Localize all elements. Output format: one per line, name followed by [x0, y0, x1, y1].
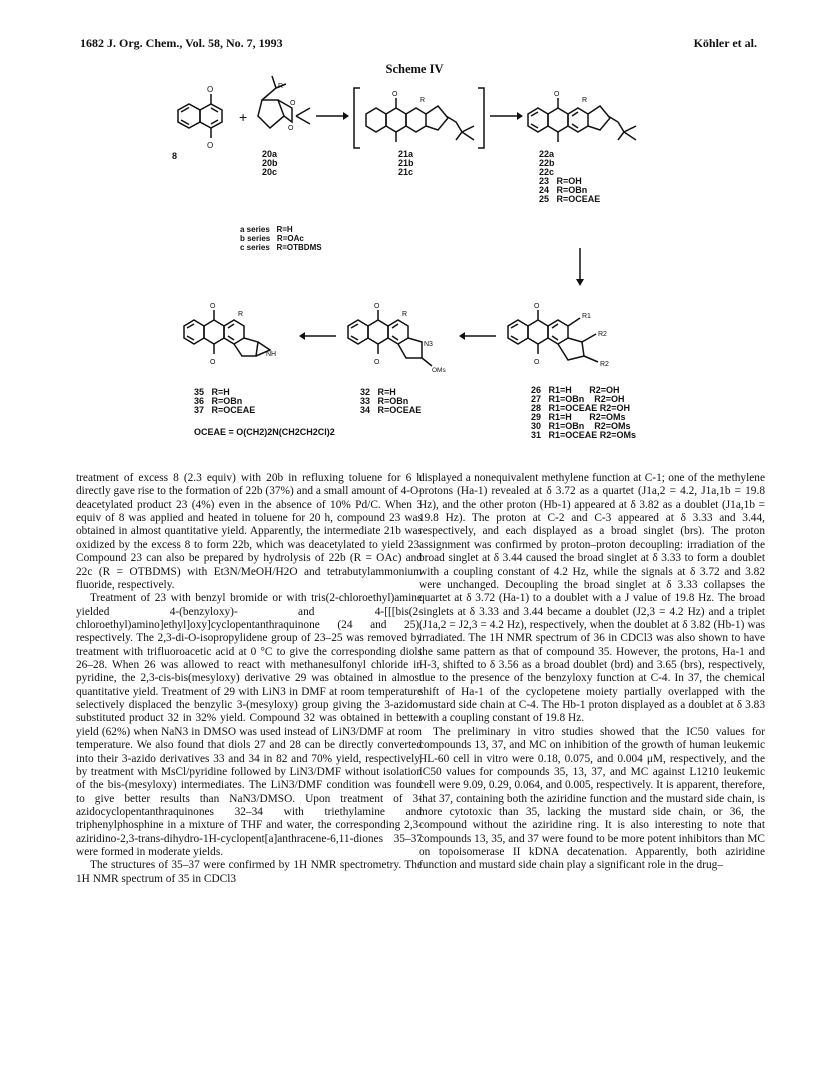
bracket-left	[354, 88, 360, 148]
paragraph: treatment of excess 8 (2.3 equiv) with 20b in refluxing toluene for 6 h directly gave rise to the formation of 22b (37%) and a small amount of 4-O-deacetylated product 23 (4%) even in the absence of 10% Pd/C. When 3 equiv of 8 was applied and heated in toluene for 20 h, compound 23 was obtained in almost quantitative yield. Apparently, the intermediate 21b was oxidized by the excess 8 to form 22b, which was deacetylated to yield 23. Compound 23 can also be prepared by hydrolysis of 22b (R = OAc) and 22c (R = OTBDMS) with Et3N/MeOH/H2O and tetrabutylammonium fluoride, respectively.	[76, 472, 422, 591]
compound-labels-21: 21a 21b 21c	[398, 149, 414, 177]
compound-labels-20: 20a 20b 20c	[262, 149, 278, 177]
series-legend: a series R=H b series R=OAc c series R=OTBDMS	[240, 225, 322, 252]
structure-35-37	[184, 303, 276, 366]
svg-text:R: R	[278, 83, 284, 90]
oxygen-label: O	[207, 141, 214, 150]
compound-labels-35-37: 35 R=H 36 R=OBn 37 R=OCEAE	[194, 387, 256, 415]
svg-text:O: O	[392, 91, 398, 98]
structure-8	[178, 85, 222, 150]
reaction-scheme	[160, 70, 800, 460]
svg-text:O: O	[374, 359, 380, 366]
structure-26-31	[508, 303, 609, 368]
compound-labels-32-34: 32 R=H 33 R=OBn 34 R=OCEAE	[360, 387, 422, 415]
svg-text:R: R	[582, 97, 588, 104]
structure-32-34	[348, 303, 446, 374]
paragraph: displayed a nonequivalent methylene function at C-1; one of the methylene protons (Ha-1) revealed at δ 3.72 as a quartet (J1a,2 = 4.2, J1a,1b = 19.8 Hz), and the other proton (Hb-1) appeared at δ 3.82 as a doublet (J1a,1b = 19.8 Hz). The proton at C-2 and C-3 appeared at δ 3.33 and 3.44, respectively, and each displayed as a broad singlet (brs). The proton assignment was confirmed by proton–proton decoupling: irradiation of the broad singlet at δ 3.44 caused the broad singlet at δ 3.33 to form a doublet with a coupling constant of 4.2 Hz, while the signals at δ 3.72 and 3.82 were unchanged. Decoupling the broad singlet at δ 3.33 collapses the quartet at δ 3.72 (Ha-1) to a doublet with a J value of 19.8 Hz. The broad singlets at δ 3.33 and 3.44 became a doublet (J2,3 = 4.2 Hz) and a triplet (J1a,2 = J2,3 = 4.2 Hz), respectively, when the doublet at δ 3.82 (Hb-1) was irradiated. The 1H NMR spectrum of 36 in CDCl3 was also shown to have the same pattern as that of compound 35. However, the protons, Ha-1 and H-3, shifted to δ 3.56 as a broad doublet (brd) and 3.65 (brs), respectively, due to the presence of the benzyloxy function at C-4. In 37, the chemical shift of Ha-1 of the cyclopetene moiety partially overlapped with the mustard side chain at C-4. The Hb-1 proton displayed as a doublet at δ 3.83 with a coupling constant of 19.8 Hz.	[419, 472, 765, 725]
structure-22	[528, 91, 636, 142]
svg-text:R: R	[402, 311, 408, 318]
oxygen-label: O	[207, 85, 214, 94]
svg-text:O: O	[290, 100, 296, 107]
compound-labels-22-25: 22a 22b 22c 23 R=OH 24 R=OBn 25 R=OCEAE	[539, 149, 601, 204]
svg-text:R: R	[238, 311, 244, 318]
svg-text:N3: N3	[424, 341, 433, 348]
svg-text:O: O	[210, 303, 216, 310]
bracket-right	[478, 88, 484, 148]
svg-text:O: O	[374, 303, 380, 310]
compound-labels-26-31: 26 R1=H R2=OH 27 R1=OBn R2=OH 28 R1=OCEAE R2=OH 29 R1=H R2=OMs 30 R1=OBn R2=OMs 31 R1=OCEAE R2=OMs	[531, 385, 637, 440]
ocea-definition: OCEAE = O(CH2)2N(CH2CH2Cl)2	[194, 427, 335, 437]
running-header-right: Köhler et al.	[693, 36, 757, 50]
svg-text:O: O	[554, 91, 560, 98]
running-header-left: 1682 J. Org. Chem., Vol. 58, No. 7, 1993	[80, 36, 283, 50]
svg-text:R: R	[420, 97, 426, 104]
svg-text:R2: R2	[600, 361, 609, 368]
svg-text:R2: R2	[598, 331, 607, 338]
structure-20	[258, 76, 310, 132]
paragraph: The preliminary in vitro studies showed that the IC50 values for compounds 13, 37, and MC on inhibition of the growth of human leukemic HL-60 cell in vitro were 0.18, 0.075, and 0.004 μM, respectively, and the IC50 values for compounds 35, 13, 37, and MC against L1210 leukemic cell were 9.09, 0.29, 0.064, and 0.005, respectively. It is apparent, therefore, that 37, containing both the aziridine function and the mustard side chain, is more cytotoxic than 35, lacking the mustard side chain, or 36, the compound without the aziridine ring. It is also interesting to note that compounds 13, 35, and 37 were found to be more potent inhibitors than MC on topoisomerase II kDNA decatenation. Apparently, both aziridine function and mustard side chain play a significant role in the drug–	[419, 725, 765, 872]
svg-text:OMs: OMs	[432, 367, 446, 374]
paragraph: The structures of 35–37 were confirmed by 1H NMR spectrometry. The 1H NMR spectrum of 35 in CDCl3	[76, 859, 422, 885]
svg-text:O: O	[534, 359, 540, 366]
structure-21	[366, 91, 474, 142]
svg-text:NH: NH	[266, 351, 277, 358]
plus-sign: +	[239, 109, 248, 125]
compound-label-8: 8	[172, 151, 178, 161]
svg-text:R1: R1	[582, 313, 591, 320]
svg-text:O: O	[210, 359, 216, 366]
body-column-right	[419, 472, 765, 873]
body-column-left	[76, 472, 422, 886]
svg-text:O: O	[534, 303, 540, 310]
paragraph: Treatment of 23 with benzyl bromide or with tris(2-chloroethyl)amine yielded 4-(benzyloxy)- and 4-[[[bis(2-chloroethyl)amino]ethyl]oxy]cyclopentanthraquinone (24 and 25), respectively. The 2,3-di-O-isopropylidene group of 23–25 was removed by treatment with trifluoroacetic acid at 0 °C to give the corresponding diols 26–28. When 26 was allowed to react with methanesulfonyl chloride in pyridine, the 2,3-cis-bis(mesyloxy) derivative 29 was obtained in almost quantitative yield. Treatment of 29 with LiN3 in DMF at room temperature selectively displaced the benzylic 3-(mesyloxy) group giving the 3-azido-substituted product 32 in 32% yield. Compound 32 was obtained in better yield (62%) when NaN3 in DMSO was used instead of LiN3/DMF at room temperature. We also found that diols 27 and 28 can be directly converted into their 3-azido derivatives 33 and 34 in 82 and 70% yield, respectively, by treatment with MsCl/pyridine followed by LiN3/DMF without isolation of the bis-(mesyloxy) intermediates. The LiN3/DMF condition was found to give better results than NaN3/DMSO. Upon treatment of 3-azidocyclopentanthraquinones 32–34 with triethylamine and triphenylphosphine in a mixture of THF and water, the corresponding 2,3-aziridino-2,3-trans-dihydro-1H-cyclopent[a]anthracene-6,11-diones 35–37 were formed in moderate yields.	[76, 592, 422, 859]
svg-text:O: O	[288, 125, 294, 132]
scheme-title: Scheme IV	[385, 62, 444, 76]
